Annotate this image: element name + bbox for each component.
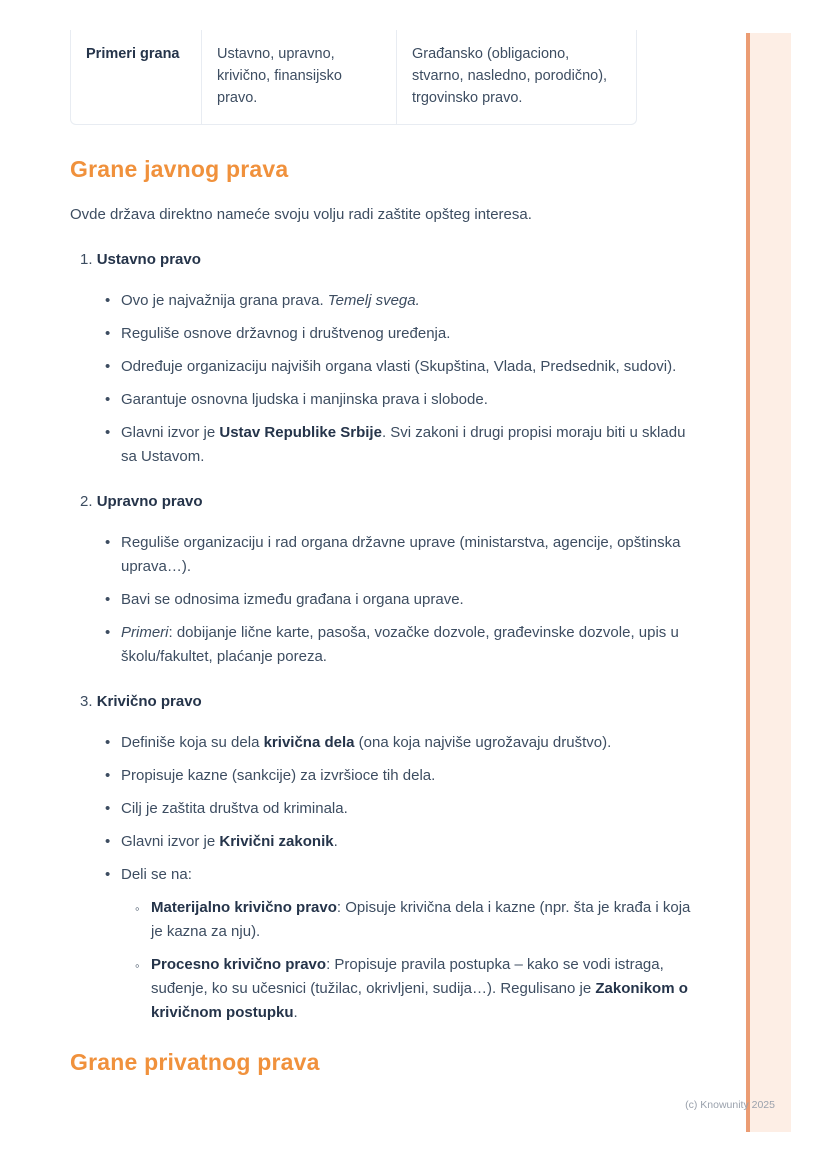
list-item: • Reguliše organizaciju i rad organa državne uprave (ministarstva, agencije, opštinska uprava…). bbox=[105, 531, 695, 579]
list-item: • Propisuje kazne (sankcije) za izvršioce tih dela. bbox=[105, 764, 695, 788]
list-item: • Reguliše osnove državnog i društvenog uređenja. bbox=[105, 322, 695, 346]
document-page-content bbox=[70, 30, 695, 1075]
intro-paragraph: Ovde država direktno nameće svoju volju radi zaštite opšteg interesa. bbox=[70, 206, 532, 223]
section-upravno-pravo bbox=[70, 490, 695, 669]
table-row-label: Primeri grana bbox=[86, 46, 180, 62]
page-edge-highlight-stripe bbox=[746, 33, 791, 1132]
section-heading bbox=[80, 248, 695, 272]
section-title: Krivično pravo bbox=[96, 693, 202, 710]
sub-bullet-list bbox=[121, 896, 695, 1025]
section-title: Upravno pravo bbox=[96, 493, 203, 510]
list-item: • Definiše koja su dela krivična dela (ona koja najviše ugrožavaju društvo). bbox=[105, 731, 695, 755]
heading-grane-javnog-prava: Grane javnog prava bbox=[70, 156, 289, 182]
list-item: • Ovo je najvažnija grana prava. Temelj svega. bbox=[105, 289, 695, 313]
table-cell-private-law: Građansko (obligaciono, stvarno, nasledno, porodično), trgovinsko pravo. bbox=[396, 30, 636, 124]
sub-list-item: ◦ Procesno krivično pravo: Propisuje pravila postupka – kako se vodi istraga, suđenje, ko su učesnici (tužilac, okrivljeni, sudija…). Regulisano je Zakonikom o krivičnom postupku. bbox=[135, 953, 695, 1025]
heading-grane-privatnog-prava: Grane privatnog prava bbox=[70, 1049, 320, 1075]
section-heading bbox=[80, 690, 695, 714]
list-item: • Glavni izvor je Ustav Republike Srbije. Svi zakoni i drugi propisi moraju biti u skladu sa Ustavom. bbox=[105, 421, 695, 469]
bullet-list bbox=[70, 531, 695, 669]
section-ustavno-pravo bbox=[70, 248, 695, 469]
comparison-table-fragment bbox=[70, 30, 637, 125]
list-item: • Primeri: dobijanje lične karte, pasoša, vozačke dozvole, građevinske dozvole, upis u školu/fakultet, plaćanje poreza. bbox=[105, 621, 695, 669]
table-cell-public-law: Ustavno, upravno, krivično, finansijsko pravo. bbox=[201, 30, 396, 124]
section-title: Ustavno pravo bbox=[96, 251, 201, 268]
bullet-list bbox=[70, 289, 695, 469]
list-item: • Deli se na: ◦ Materijalno krivično pravo: Opisuje krivična dela i kazne (npr. šta je krađa i koja je kazna za nju). ◦ Procesno krivično pravo: Propisuje pravila postupka – kako se vodi istraga, suđenje, ko su učesnici (tužilac, okrivljeni, sudija…). Regulisano je Zakonikom o krivičnom postupku. bbox=[105, 863, 695, 1025]
list-item: • Garantuje osnovna ljudska i manjinska prava i slobode. bbox=[105, 388, 695, 412]
bullet-list bbox=[70, 731, 695, 1025]
list-item: • Bavi se odnosima između građana i organa uprave. bbox=[105, 588, 695, 612]
section-krivicno-pravo bbox=[70, 690, 695, 1025]
list-item: • Glavni izvor je Krivični zakonik. bbox=[105, 830, 695, 854]
section-number: 2. bbox=[80, 493, 93, 510]
copyright-footer: (c) Knowunity 2025 bbox=[685, 1099, 775, 1111]
sub-list-item: ◦ Materijalno krivično pravo: Opisuje krivična dela i kazne (npr. šta je krađa i koja je kazna za nju). bbox=[135, 896, 695, 944]
list-item: • Cilj je zaštita društva od kriminala. bbox=[105, 797, 695, 821]
section-number: 3. bbox=[80, 693, 93, 710]
section-number: 1. bbox=[80, 251, 93, 268]
section-heading bbox=[80, 490, 695, 514]
list-item: • Određuje organizaciju najviših organa vlasti (Skupština, Vlada, Predsednik, sudovi). bbox=[105, 355, 695, 379]
